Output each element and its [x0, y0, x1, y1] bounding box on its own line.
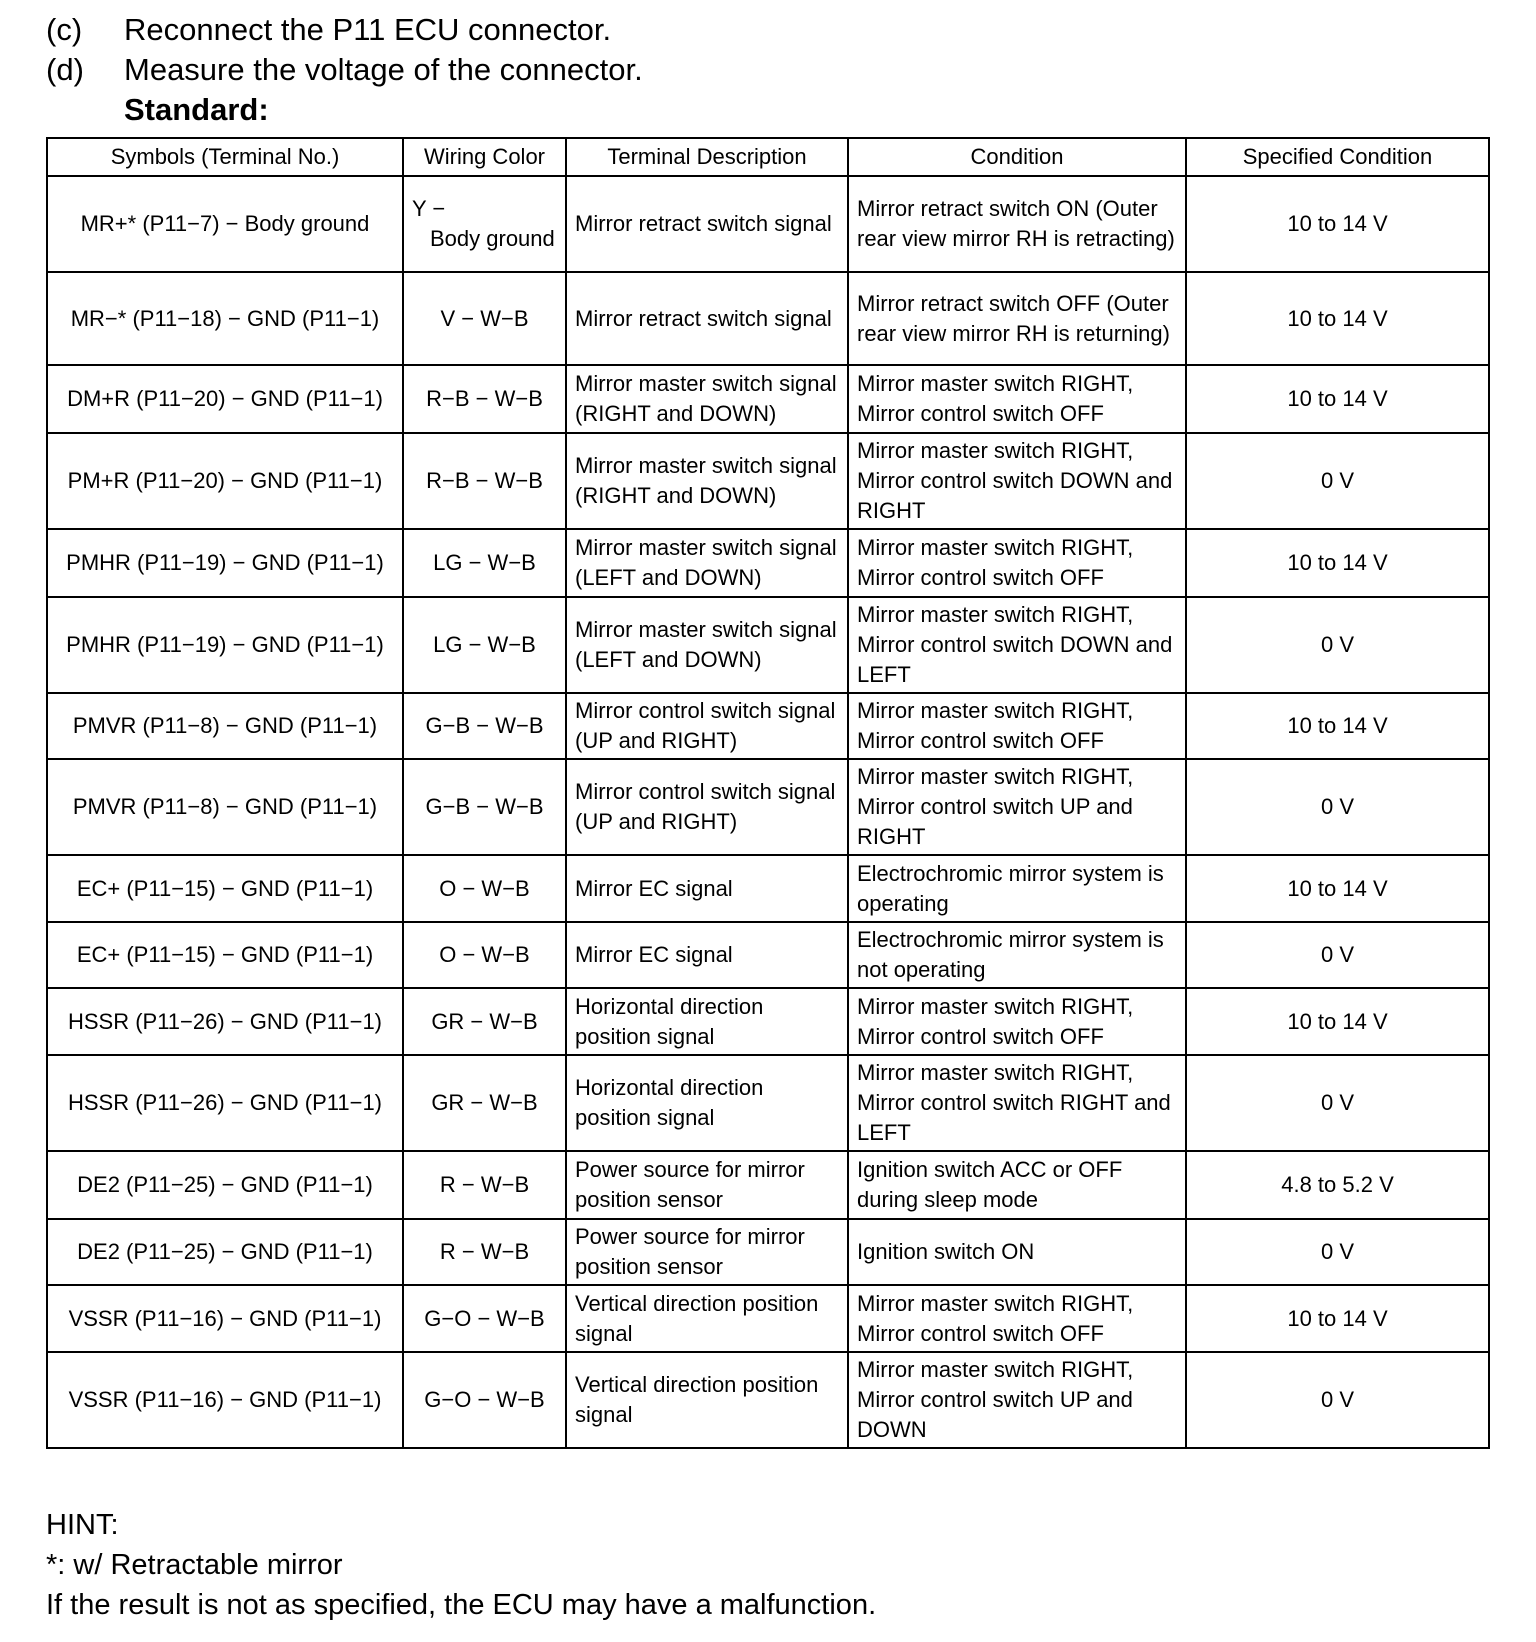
condition-cell: Mirror master switch RIGHT, Mirror control switch DOWN and RIGHT: [848, 433, 1186, 529]
voltage-spec-table: [46, 137, 1490, 1449]
symbol-cell: MR−* (P11−18) − GND (P11−1): [47, 272, 403, 365]
table-row: [47, 1151, 1489, 1219]
terminal-description-cell: Power source for mirror position sensor: [566, 1151, 848, 1219]
wiring-color-cell: [403, 922, 566, 988]
step-text: Reconnect the P11 ECU connector.: [124, 12, 612, 47]
condition-cell: Mirror retract switch ON (Outer rear view mirror RH is retracting): [848, 176, 1186, 272]
terminal-description-cell: Mirror EC signal: [566, 922, 848, 988]
terminal-description-cell: Mirror master switch signal (RIGHT and DOWN): [566, 433, 848, 529]
condition-cell: Mirror master switch RIGHT, Mirror control switch RIGHT and LEFT: [848, 1055, 1186, 1151]
procedure-steps: [46, 10, 643, 130]
wiring-color-cell: [403, 176, 566, 272]
standard-label: Standard:: [124, 92, 269, 127]
wiring-color-text: Y −: [412, 196, 446, 221]
condition-cell: Mirror master switch RIGHT, Mirror control switch OFF: [848, 529, 1186, 597]
step-label: (d): [46, 52, 84, 87]
terminal-description-cell: Power source for mirror position sensor: [566, 1219, 848, 1285]
table-row: [47, 1352, 1489, 1448]
wiring-color-text: G−B − W−B: [425, 794, 544, 819]
table-row: [47, 1285, 1489, 1352]
condition-cell: Electrochromic mirror system is operating: [848, 855, 1186, 922]
table-header-row: [47, 138, 1489, 176]
wiring-color-cell: [403, 272, 566, 365]
symbol-cell: PMHR (P11−19) − GND (P11−1): [47, 529, 403, 597]
symbol-cell: HSSR (P11−26) − GND (P11−1): [47, 988, 403, 1055]
table-row: [47, 1219, 1489, 1285]
condition-cell: Electrochromic mirror system is not operating: [848, 922, 1186, 988]
table-row: [47, 272, 1489, 365]
condition-cell: Mirror master switch RIGHT, Mirror control switch UP and DOWN: [848, 1352, 1186, 1448]
symbol-cell: PM+R (P11−20) − GND (P11−1): [47, 433, 403, 529]
hint-title: HINT:: [46, 1509, 119, 1541]
table-row: [47, 759, 1489, 855]
terminal-description-cell: Mirror master switch signal (RIGHT and DOWN): [566, 365, 848, 433]
table-row: [47, 693, 1489, 759]
specified-condition-cell: 0 V: [1186, 1352, 1489, 1448]
symbol-cell: PMVR (P11−8) − GND (P11−1): [47, 693, 403, 759]
terminal-description-cell: Mirror master switch signal (LEFT and DOWN): [566, 597, 848, 693]
wiring-color-cell: [403, 693, 566, 759]
condition-cell: Mirror master switch RIGHT, Mirror control switch OFF: [848, 1285, 1186, 1352]
table-row: [47, 1055, 1489, 1151]
wiring-color-text: G−B − W−B: [425, 713, 544, 738]
specified-condition-cell: 0 V: [1186, 433, 1489, 529]
terminal-description-cell: Mirror retract switch signal: [566, 176, 848, 272]
specified-condition-cell: 10 to 14 V: [1186, 855, 1489, 922]
specified-condition-cell: 10 to 14 V: [1186, 176, 1489, 272]
header-wiring-color: Wiring Color: [403, 138, 566, 176]
wiring-color-cell: [403, 1219, 566, 1285]
condition-cell: Mirror master switch RIGHT, Mirror control switch OFF: [848, 988, 1186, 1055]
wiring-color-text: Body ground: [430, 226, 555, 251]
table-row: [47, 176, 1489, 272]
wiring-color-text: LG − W−B: [433, 550, 536, 575]
wiring-color-cell: [403, 433, 566, 529]
symbol-cell: DE2 (P11−25) − GND (P11−1): [47, 1219, 403, 1285]
wiring-color-cell: [403, 1352, 566, 1448]
condition-cell: Ignition switch ACC or OFF during sleep mode: [848, 1151, 1186, 1219]
specified-condition-cell: 10 to 14 V: [1186, 529, 1489, 597]
specified-condition-cell: 0 V: [1186, 922, 1489, 988]
specified-condition-cell: 0 V: [1186, 759, 1489, 855]
specified-condition-cell: 10 to 14 V: [1186, 988, 1489, 1055]
terminal-description-cell: Vertical direction position signal: [566, 1352, 848, 1448]
terminal-description-cell: Horizontal direction position signal: [566, 988, 848, 1055]
wiring-color-text: O − W−B: [439, 942, 530, 967]
wiring-color-text: G−O − W−B: [424, 1305, 545, 1331]
wiring-color-cell: [403, 365, 566, 433]
terminal-description-cell: Mirror EC signal: [566, 855, 848, 922]
header-specified-condition: Specified Condition: [1186, 138, 1489, 176]
wiring-color-cell: [403, 529, 566, 597]
header-terminal-description: Terminal Description: [566, 138, 848, 176]
table-row: [47, 433, 1489, 529]
terminal-description-cell: Mirror master switch signal (LEFT and DOWN): [566, 529, 848, 597]
table-body: [47, 176, 1489, 1448]
specified-condition-cell: 10 to 14 V: [1186, 693, 1489, 759]
symbol-cell: EC+ (P11−15) − GND (P11−1): [47, 855, 403, 922]
table-row: [47, 529, 1489, 597]
table-row: [47, 922, 1489, 988]
condition-cell: Mirror master switch RIGHT, Mirror control switch DOWN and LEFT: [848, 597, 1186, 693]
condition-cell: Mirror master switch RIGHT, Mirror control switch OFF: [848, 365, 1186, 433]
symbol-cell: VSSR (P11−16) − GND (P11−1): [47, 1285, 403, 1352]
symbol-cell: DE2 (P11−25) − GND (P11−1): [47, 1151, 403, 1219]
wiring-color-cell: [403, 597, 566, 693]
step-c: [46, 10, 643, 50]
wiring-color-text: GR − W−B: [431, 1008, 538, 1034]
step-label: (c): [46, 12, 83, 47]
table-row: [47, 365, 1489, 433]
wiring-color-text: R − W−B: [439, 1239, 530, 1264]
header-condition: Condition: [848, 138, 1186, 176]
wiring-color-cell: [403, 1055, 566, 1151]
specified-condition-cell: 10 to 14 V: [1186, 1285, 1489, 1352]
specified-condition-cell: 10 to 14 V: [1186, 272, 1489, 365]
condition-cell: Mirror retract switch OFF (Outer rear view mirror RH is returning): [848, 272, 1186, 365]
terminal-description-cell: Mirror control switch signal (UP and RIGHT): [566, 759, 848, 855]
wiring-color-text: V − W−B: [440, 305, 529, 331]
header-symbols: Symbols (Terminal No.): [47, 138, 403, 176]
wiring-color-text: GR − W−B: [431, 1090, 538, 1115]
wiring-color-cell: [403, 1285, 566, 1352]
wiring-color-text: G−O − W−B: [424, 1387, 545, 1412]
wiring-color-text: R − W−B: [439, 1172, 530, 1197]
table-row: [47, 855, 1489, 922]
wiring-color-text: LG − W−B: [433, 632, 536, 657]
wiring-color-text: R−B − W−B: [426, 468, 543, 493]
step-text: Measure the voltage of the connector.: [124, 52, 643, 87]
condition-cell: Mirror master switch RIGHT, Mirror control switch UP and RIGHT: [848, 759, 1186, 855]
symbol-cell: EC+ (P11−15) − GND (P11−1): [47, 922, 403, 988]
condition-cell: Ignition switch ON: [848, 1219, 1186, 1285]
symbol-cell: HSSR (P11−26) − GND (P11−1): [47, 1055, 403, 1151]
table-row: [47, 988, 1489, 1055]
symbol-cell: DM+R (P11−20) − GND (P11−1): [47, 365, 403, 433]
specified-condition-cell: 10 to 14 V: [1186, 365, 1489, 433]
symbol-cell: PMVR (P11−8) − GND (P11−1): [47, 759, 403, 855]
wiring-color-text: R−B − W−B: [426, 386, 543, 411]
wiring-color-cell: [403, 1151, 566, 1219]
wiring-color-cell: [403, 759, 566, 855]
step-d: [46, 50, 643, 90]
wiring-color-text: O − W−B: [439, 875, 530, 901]
specified-condition-cell: 0 V: [1186, 1055, 1489, 1151]
hint-section: [46, 1505, 876, 1625]
table-row: [47, 597, 1489, 693]
hint-note: *: w/ Retractable mirror: [46, 1549, 343, 1581]
symbol-cell: MR+* (P11−7) − Body ground: [47, 176, 403, 272]
terminal-description-cell: Horizontal direction position signal: [566, 1055, 848, 1151]
specified-condition-cell: 0 V: [1186, 597, 1489, 693]
terminal-description-cell: Mirror retract switch signal: [566, 272, 848, 365]
specified-condition-cell: 4.8 to 5.2 V: [1186, 1151, 1489, 1219]
wiring-color-cell: [403, 988, 566, 1055]
wiring-color-cell: [403, 855, 566, 922]
symbol-cell: PMHR (P11−19) − GND (P11−1): [47, 597, 403, 693]
terminal-description-cell: Vertical direction position signal: [566, 1285, 848, 1352]
hint-message: If the result is not as specified, the ECU may have a malfunction.: [46, 1589, 877, 1621]
terminal-description-cell: Mirror control switch signal (UP and RIGHT): [566, 693, 848, 759]
specified-condition-cell: 0 V: [1186, 1219, 1489, 1285]
condition-cell: Mirror master switch RIGHT, Mirror control switch OFF: [848, 693, 1186, 759]
symbol-cell: VSSR (P11−16) − GND (P11−1): [47, 1352, 403, 1448]
